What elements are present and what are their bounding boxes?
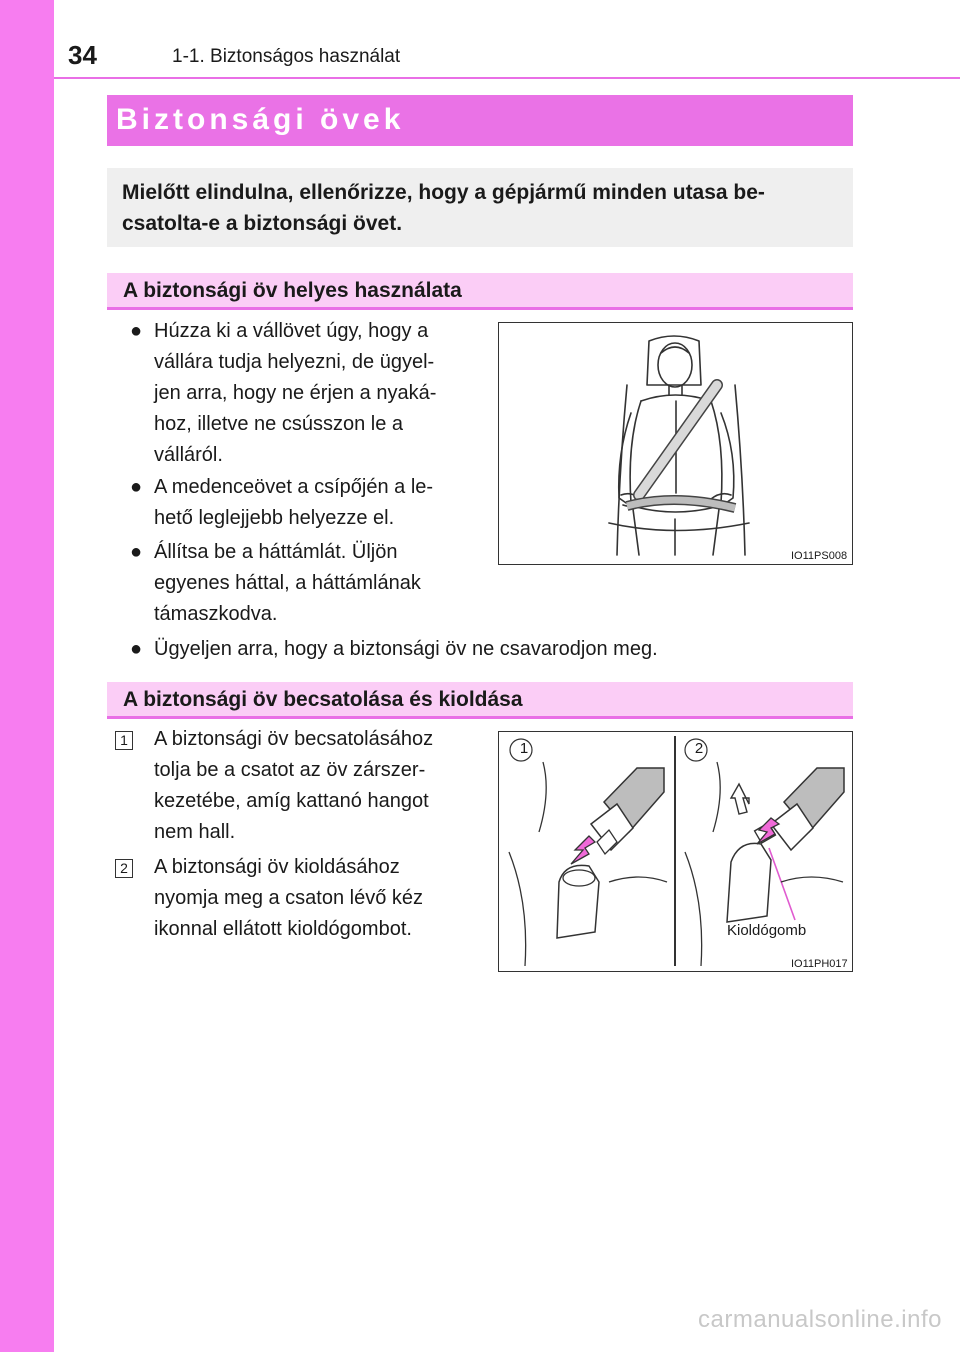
- intro-text: [122, 177, 842, 239]
- bullet-line: Ügyeljen arra, hogy a biztonsági öv ne csavarodjon meg.: [154, 638, 658, 660]
- bullet-line: támaszkodva.: [154, 603, 278, 625]
- buckle-figure: [498, 731, 853, 972]
- step-number-2: 2: [115, 859, 133, 878]
- intro-line: csatolta-e a biztonsági övet.: [122, 212, 403, 235]
- step-line: ikonnal ellátott kioldógombot.: [154, 918, 412, 940]
- bullet-line: egyenes háttal, a háttámlának: [154, 572, 421, 594]
- bullet-text: [154, 537, 478, 630]
- bullet-line: A medenceövet a csípőjén a le-: [154, 476, 434, 498]
- panel-label-1: 1: [519, 740, 529, 757]
- bullet-line: hoz, illetve ne csússzon le a: [154, 413, 404, 435]
- bullet-text: [154, 316, 478, 471]
- step-number-1: 1: [115, 731, 133, 750]
- bullet-icon: ●: [130, 638, 143, 660]
- bullet-line: vállára tudja helyezni, de ügyel-: [154, 351, 435, 373]
- bullet-line: válláról.: [154, 444, 223, 466]
- bullet-icon: ●: [130, 476, 143, 498]
- release-button-callout: Kioldógomb: [727, 922, 807, 939]
- section-heading-bar: [107, 682, 853, 719]
- bullet-line: Állítsa be a háttámlát. Üljön: [154, 541, 398, 563]
- intro-line: Mielőtt elindulna, ellenőrizze, hogy a gépjármű minden utasa be-: [122, 181, 765, 204]
- step-line: A biztonsági öv becsatolásához: [154, 728, 434, 750]
- figure-code: IO11PS008: [791, 550, 848, 562]
- page-title: Biztonsági övek: [116, 103, 405, 136]
- section-heading: A biztonsági öv becsatolása és kioldása: [123, 688, 523, 711]
- step-line: nem hall.: [154, 821, 236, 843]
- seatbelt-posture-figure: [498, 322, 853, 565]
- step-line: A biztonsági öv kioldásához: [154, 856, 400, 878]
- bullet-text: [154, 634, 854, 665]
- running-head: 1-1. Biztonságos használat: [172, 46, 401, 67]
- step-line: kezetébe, amíg kattanó hangot: [154, 790, 429, 812]
- step-text: [154, 852, 484, 945]
- page-number: 34: [68, 40, 97, 70]
- seated-person-illustration: [499, 323, 851, 563]
- bullet-line: jen arra, hogy ne érjen a nyaká-: [154, 382, 437, 404]
- side-tab-strip: [0, 0, 54, 1352]
- bullet-icon: ●: [130, 320, 143, 342]
- bullet-text: [154, 472, 478, 534]
- panel-label-2: 2: [694, 740, 704, 757]
- bullet-line: Húzza ki a vállövet úgy, hogy a: [154, 320, 429, 342]
- figure-code: IO11PH017: [791, 958, 848, 970]
- step-line: tolja be a csatot az öv zárszer-: [154, 759, 426, 781]
- bullet-line: hető leglejjebb helyezze el.: [154, 507, 395, 529]
- bullet-icon: ●: [130, 541, 143, 563]
- header-rule: [54, 77, 960, 79]
- section-heading: A biztonsági öv helyes használata: [123, 279, 462, 302]
- step-text: [154, 724, 484, 848]
- watermark: carmanualsonline.info: [698, 1306, 942, 1333]
- step-line: nyomja meg a csaton lévő kéz: [154, 887, 424, 909]
- section-heading-bar: [107, 273, 853, 310]
